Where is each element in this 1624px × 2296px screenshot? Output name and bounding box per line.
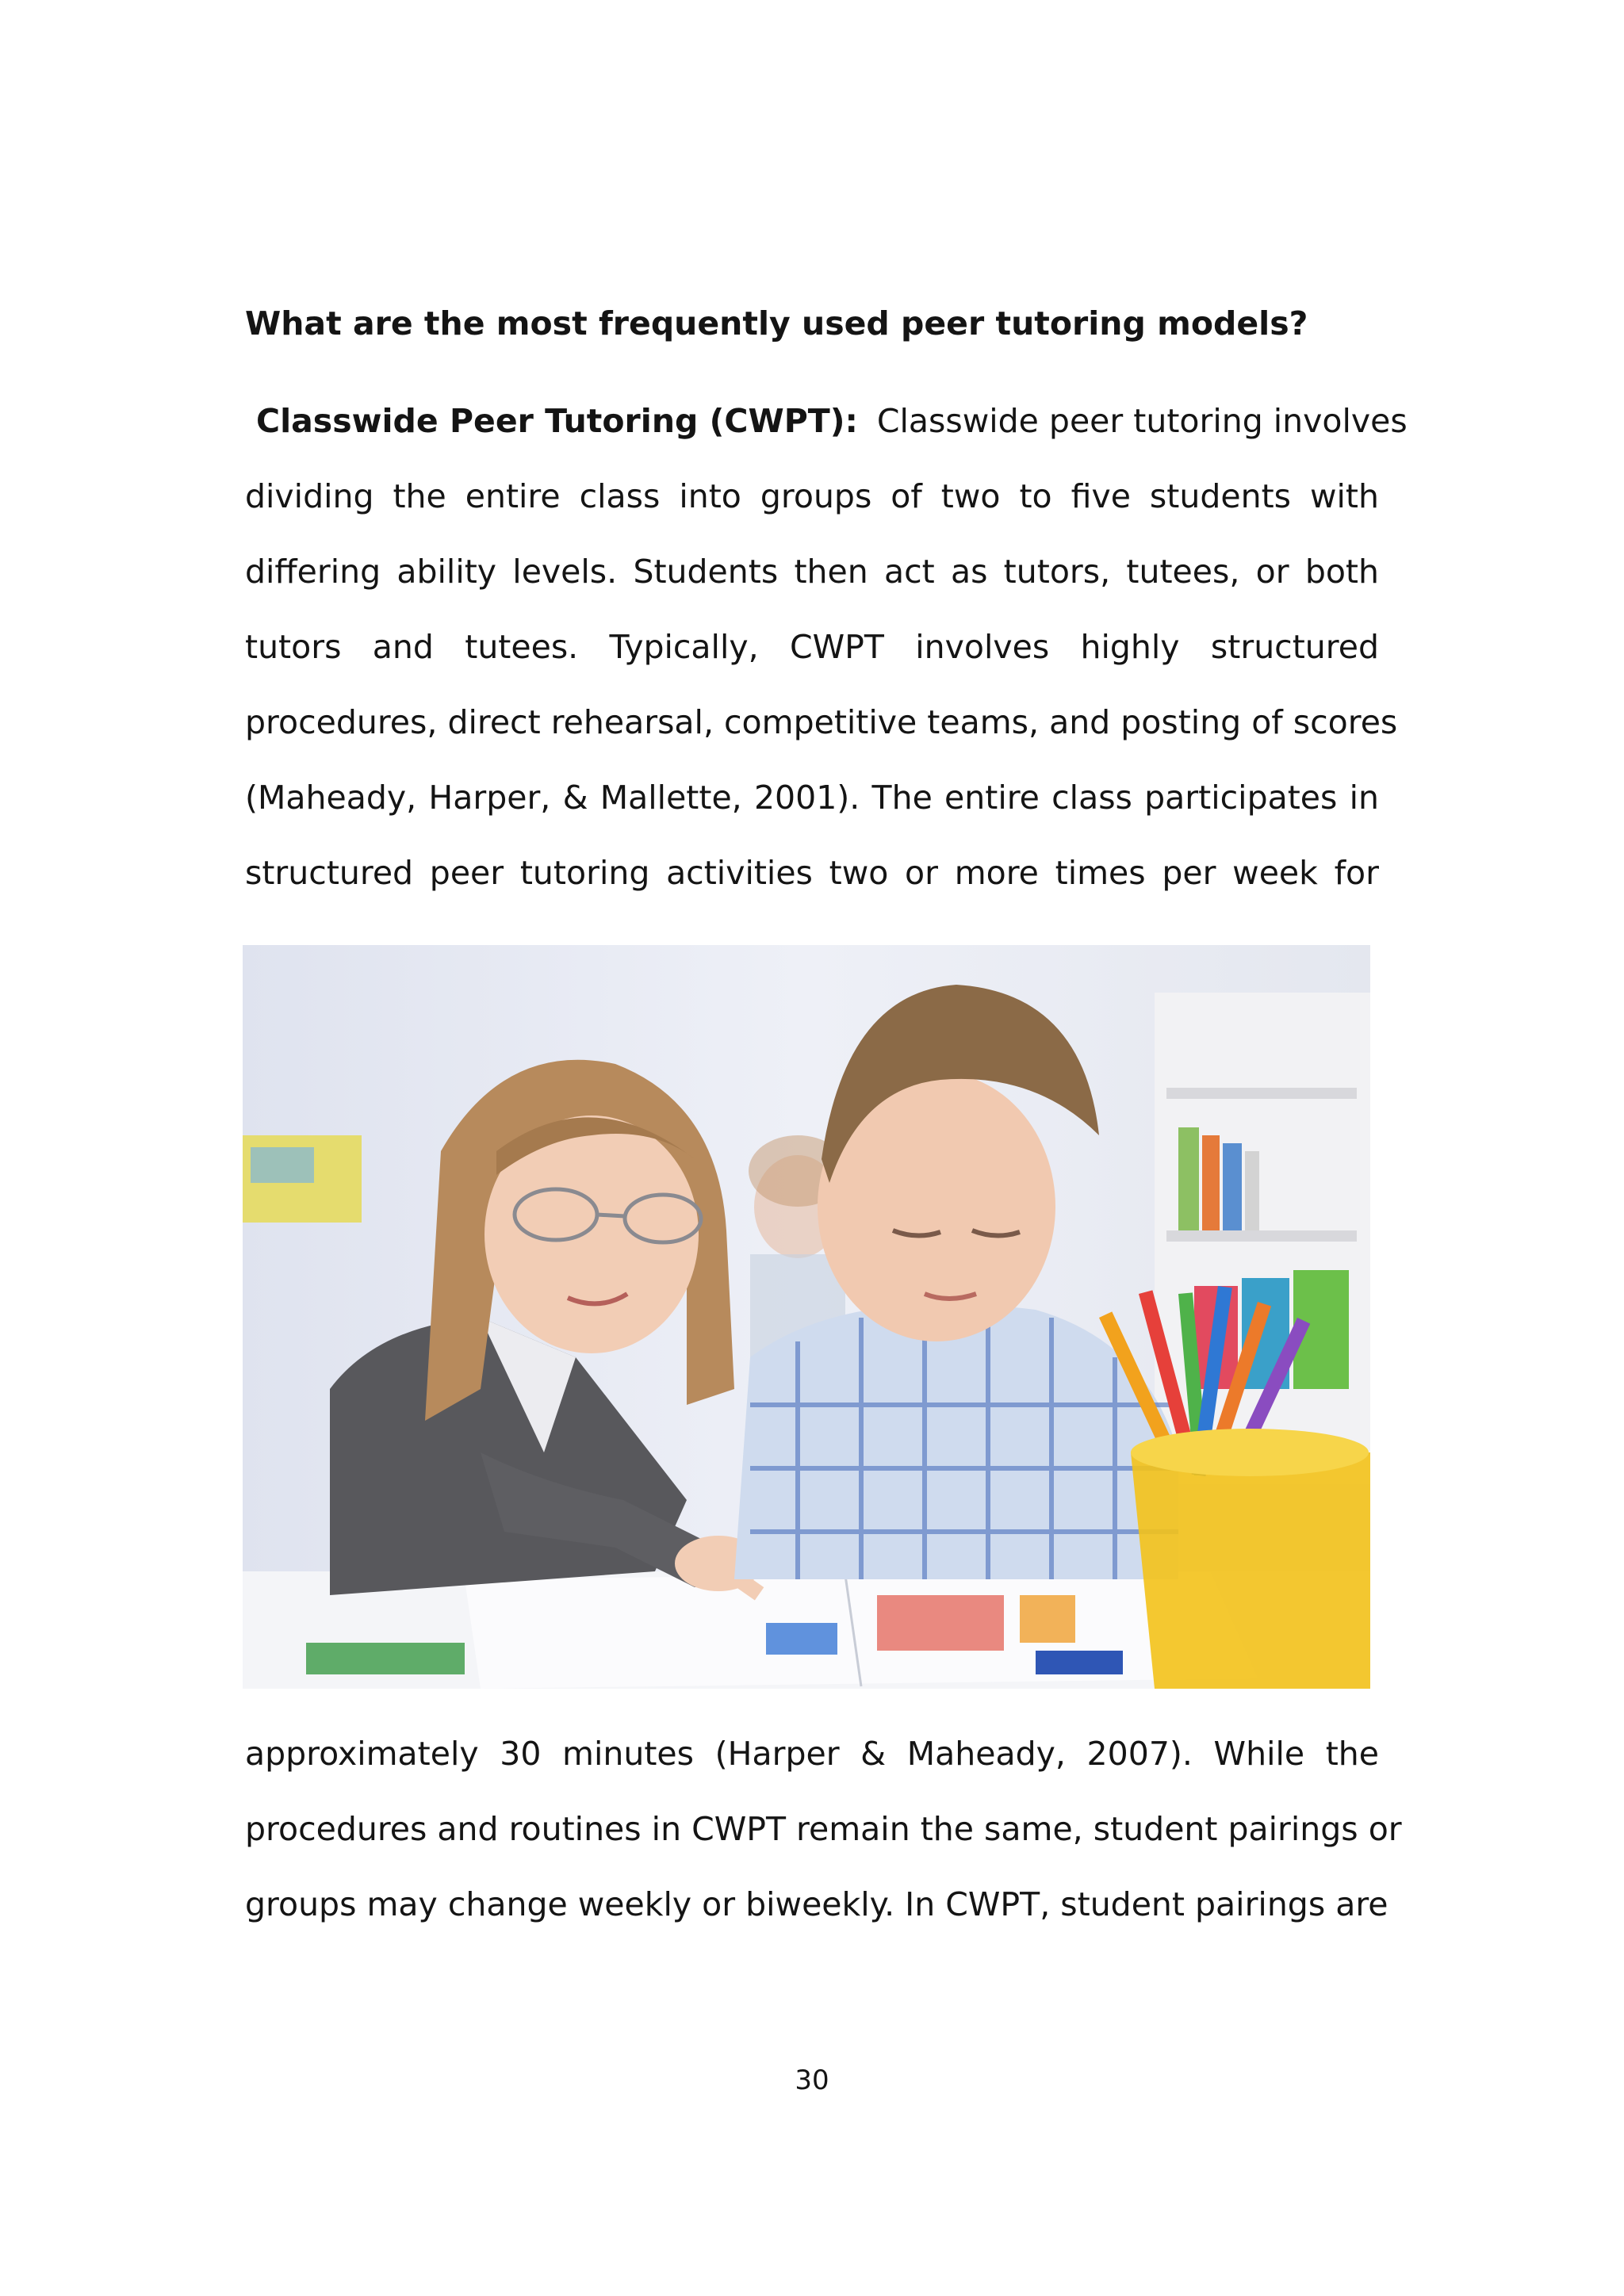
paragraph-line: differing ability levels. Students then act as tutors, tutees, or both	[245, 553, 1379, 591]
paragraph-cwpt-continued	[245, 1716, 1402, 1942]
paragraph-line: approximately 30 minutes (Harper & Maheady, 2007). While the	[245, 1735, 1379, 1773]
paragraph-cwpt	[245, 384, 1408, 911]
paragraph-line: procedures, direct rehearsal, competitive teams, and posting of scores	[245, 703, 1398, 741]
paragraph-line: dividing the entire class into groups of two to five students with	[245, 477, 1379, 515]
paragraph-line	[245, 384, 1408, 459]
section-heading: What are the most frequently used peer tutoring models?	[245, 304, 1308, 342]
term-label: Classwide Peer Tutoring (CWPT):	[256, 402, 858, 440]
paragraph-line: structured peer tutoring activities two or more times per week for	[245, 854, 1379, 892]
paragraph-line: tutors and tutees. Typically, CWPT involves highly structured	[245, 628, 1379, 666]
photo-children-reading-icon	[243, 945, 1370, 1689]
paragraph-line: groups may change weekly or biweekly. In CWPT, student pairings are	[245, 1885, 1388, 1923]
paragraph-line: procedures and routines in CWPT remain the same, student pairings or	[245, 1810, 1402, 1848]
line-text: Classwide peer tutoring involves	[876, 402, 1408, 440]
paragraph-line: (Maheady, Harper, & Mallette, 2001). The entire class participates in	[245, 779, 1379, 817]
children-reading-photo	[243, 945, 1370, 1689]
page-number: 30	[795, 2064, 829, 2096]
